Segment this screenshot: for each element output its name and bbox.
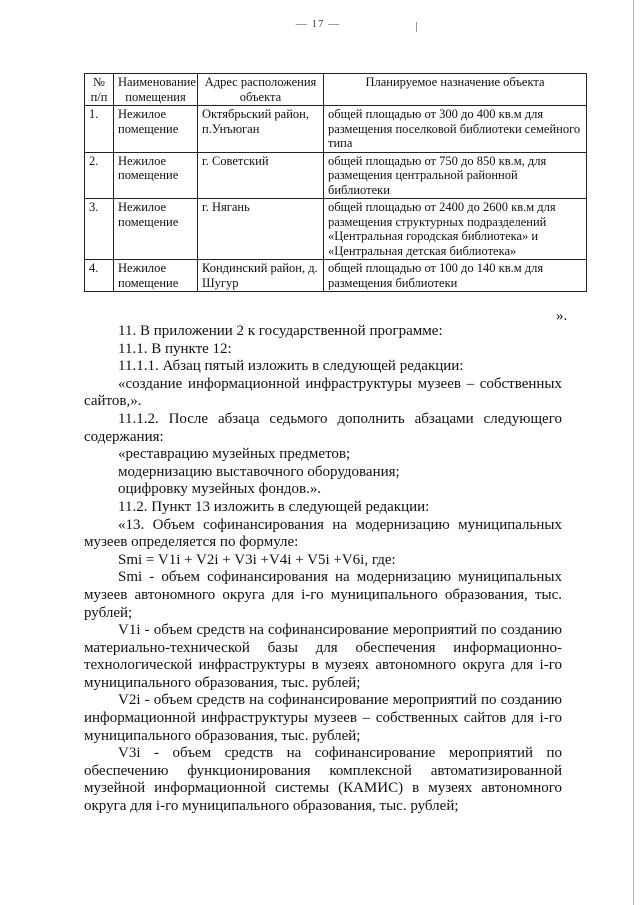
header-name: Наименование помещения — [114, 74, 198, 106]
row-address: Октябрьский район, п.Унъюган — [198, 106, 324, 153]
paragraph-v2i: V2i - объем средств на софинансирование мероприятий по созданию информационной инфраструктуры музеев – собственных сайтов для i-го муниципального образования, тыс. рублей; — [84, 692, 562, 744]
row-purpose: общей площадью от 100 до 140 кв.м для размещения библиотеки — [324, 260, 587, 292]
table-closing-quote: ». — [556, 308, 568, 324]
row-address: г. Советский — [198, 152, 324, 199]
row-number: 2. — [85, 152, 114, 199]
header-number: № п/п — [85, 74, 114, 106]
paragraph-item-11-1-2: 11.1.2. После абзаца седьмого дополнить абзацами следующего содержания: — [84, 410, 562, 445]
paragraph-smi: Smi - объем софинансирования на модернизацию муниципальных музеев автономного округа для i-го муниципального образования, тыс. рублей; — [84, 569, 562, 621]
paragraph-item-11-1: 11.1. В пункте 12: — [118, 340, 232, 357]
paragraph-formula: Smi = V1i + V2i + V3i +V4i + V5i +V6i, где: — [118, 551, 396, 568]
header-purpose: Планируемое назначение объекта — [324, 74, 587, 106]
row-address: Кондинский район, д. Шугур — [198, 260, 324, 292]
paragraph-item-13: «13. Объем софинансирования на модернизацию муниципальных музеев определяется по формуле: — [84, 516, 562, 551]
paragraph-modernization: модернизацию выставочного оборудования; — [118, 463, 400, 480]
document-body — [84, 323, 562, 816]
table-row — [85, 152, 587, 199]
row-purpose: общей площадью от 750 до 850 кв.м, для размещения центральной районной библиотеки — [324, 152, 587, 199]
row-name: Нежилое помещение — [114, 199, 198, 260]
table-row — [85, 260, 587, 292]
row-address: г. Нягань — [198, 199, 324, 260]
page-edge-line — [633, 0, 634, 905]
row-purpose: общей площадью от 2400 до 2600 кв.м для размещения структурных подразделений «Центральная городская библиотека» и «Центральная детская библиотека» — [324, 199, 587, 260]
scan-mark — [416, 22, 417, 32]
table-row — [85, 199, 587, 260]
paragraph-v3i: V3i - объем средств на софинансирование мероприятий по обеспечению функционирования комплексной автоматизированной музейной информационной системы (КАМИС) в музеях автономного округа для i-го муниципального образования, тыс. рублей; — [84, 745, 562, 815]
table-header-row — [85, 74, 587, 106]
paragraph-quote-sites: «создание информационной инфраструктуры музеев – собственных сайтов,». — [84, 375, 562, 410]
paragraph-v1i: V1i - объем средств на софинансирование мероприятий по созданию материально-технической базы для обеспечения информационно-технологической инфраструктуры в музеях автономного округа для i-го муниципального образования, тыс. рублей; — [84, 622, 562, 691]
header-address: Адрес расположения объекта — [198, 74, 324, 106]
paragraph-item-11: 11. В приложении 2 к государственной программе: — [118, 323, 443, 339]
row-number: 3. — [85, 199, 114, 260]
paragraph-restoration: «реставрацию музейных предметов; — [118, 446, 351, 463]
row-number: 4. — [85, 260, 114, 292]
objects-table — [84, 73, 587, 292]
row-name: Нежилое помещение — [114, 152, 198, 199]
row-name: Нежилое помещение — [114, 260, 198, 292]
paragraph-digitization: оцифровку музейных фондов.». — [118, 481, 322, 498]
table-row — [85, 106, 587, 153]
row-name: Нежилое помещение — [114, 106, 198, 153]
page-number: — 17 — — [295, 18, 341, 30]
paragraph-item-11-2: 11.2. Пункт 13 изложить в следующей редакции: — [118, 498, 430, 515]
paragraph-item-11-1-1: 11.1.1. Абзац пятый изложить в следующей редакции: — [118, 358, 464, 375]
row-number: 1. — [85, 106, 114, 153]
row-purpose: общей площадью от 300 до 400 кв.м для размещения поселковой библиотеки семейного типа — [324, 106, 587, 153]
